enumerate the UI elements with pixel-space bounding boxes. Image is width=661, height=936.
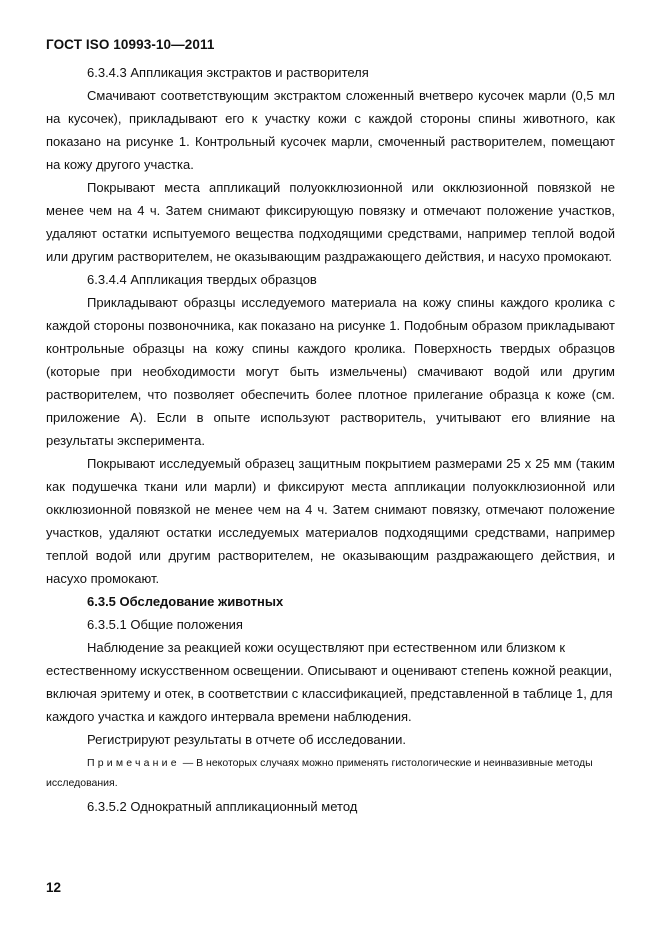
note-label: Примечание [87,757,180,769]
section-heading-6-3-5-2: 6.3.5.2 Однократный аппликационный метод [87,799,358,814]
section-heading-6-3-5-1: 6.3.5.1 Общие положения [87,617,243,632]
document-body [46,61,615,818]
section-heading-6-3-4-4: 6.3.4.4 Аппликация твердых образцов [87,272,317,287]
page-number: 12 [46,880,62,895]
note [46,753,615,793]
paragraph: Смачивают соответствующим экстрактом сложенный вчетверо кусочек марли (0,5 мл на кусочек), прикладывают его к участку кожи с каждой стороны спины животного, как показано на рисунке 1. Контрольный кусочек марли, смоченный растворителем, помещают на кожу другого участка. [46,88,615,172]
paragraph: Покрывают места аппликаций полуокклюзионной или окклюзионной повязкой не менее чем на 4 ч. Затем снимают фиксирующую повязку и отмечают положение участков, удаляют остатки испытуемого вещества подходящими средствами, например теплой водой или другим растворителем, не оказывающим раздражающего действия, и насухо промокают. [46,180,615,264]
note-text: — В некоторых случаях можно применять гистологические и неинвазивные методы исследования. [46,757,593,789]
section-heading-6-3-4-3: 6.3.4.3 Аппликация экстрактов и растворителя [87,65,369,80]
paragraph: Регистрируют результаты в отчете об исследовании. [87,732,406,747]
section-heading-6-3-5: 6.3.5 Обследование животных [87,594,284,609]
paragraph: Покрывают исследуемый образец защитным покрытием размерами 25 х 25 мм (таким как подушечка ткани или марли) и фиксируют места аппликации полуокклюзионной или окклюзионной повязкой не менее чем на 4 ч. Затем снимают повязку, отмечают положение участков, удаляют остатки исследуемых материалов подходящими средствами, например теплой водой или другим растворителем, не оказывающим раздражающего действия, и насухо промокают. [46,456,615,586]
paragraph: Прикладывают образцы исследуемого материала на кожу спины каждого кролика с каждой стороны позвоночника, как показано на рисунке 1. Подобным образом прикладывают контрольные образцы на кожу спины каждого кролика. Поверхность твердых образцов (которые при необходимости могут быть измельчены) смачивают водой или другим растворителем, что позволяет обеспечить более плотное прилегание образца к коже (см. приложение А). Если в опыте используют растворитель, учитывают его влияние на результаты эксперимента. [46,295,615,448]
paragraph: Наблюдение за реакцией кожи осуществляют при естественном или близком к естественному искусственном освещении. Описывают и оценивают степень кожной реакции, включая эритему и отек, в соответствии с классификацией, представленной в таблице 1, для каждого участка и каждого интервала времени наблюдения. [46,640,613,724]
document-header: ГОСТ ISO 10993-10—2011 [46,37,215,52]
